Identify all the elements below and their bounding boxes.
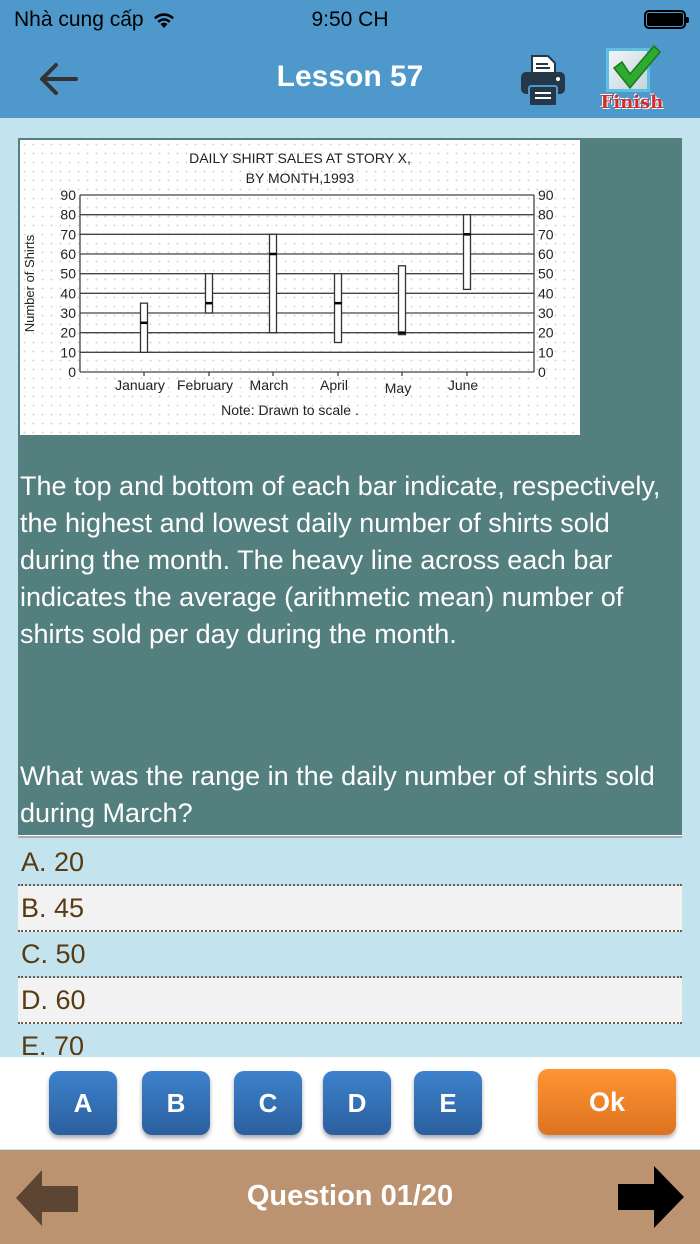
choose-d-button[interactable]: D (323, 1071, 391, 1135)
answer-option-b[interactable]: B. 45 (18, 886, 682, 932)
answer-option-d[interactable]: D. 60 (18, 978, 682, 1024)
question-panel (18, 138, 682, 835)
chart-plot (20, 140, 580, 435)
divider (18, 835, 682, 838)
battery-icon (644, 10, 686, 29)
choose-b-button[interactable]: B (142, 1071, 210, 1135)
carrier-label: Nhà cung cấp (14, 8, 144, 31)
choose-e-button[interactable]: E (414, 1071, 482, 1135)
svg-text:20: 20 (60, 324, 76, 341)
svg-text:70: 70 (538, 226, 554, 243)
nav-bar (0, 40, 700, 118)
chart-note: Note: Drawn to scale . (221, 402, 359, 418)
svg-text:90: 90 (538, 187, 554, 203)
svg-text:90: 90 (60, 187, 76, 203)
finish-button[interactable] (598, 44, 666, 116)
svg-text:April: April (319, 377, 349, 393)
answer-option-e[interactable]: E. 70 (18, 1024, 682, 1055)
svg-text:10: 10 (60, 344, 76, 361)
page-title: Lesson 57 (276, 60, 424, 93)
next-question-button[interactable] (614, 1164, 686, 1230)
svg-text:40: 40 (60, 285, 76, 302)
svg-text:80: 80 (60, 206, 76, 223)
svg-text:0: 0 (538, 364, 546, 380)
svg-text:70: 70 (60, 226, 76, 243)
chart (20, 140, 580, 435)
answer-option-c[interactable]: C. 50 (18, 932, 682, 978)
ok-button[interactable]: Ok (538, 1069, 676, 1135)
svg-text:March: March (249, 377, 289, 393)
answer-list (18, 840, 682, 1055)
print-button[interactable] (515, 52, 571, 108)
clock: 9:50 CH (311, 8, 389, 31)
previous-question-button[interactable] (14, 1168, 82, 1228)
svg-text:June: June (447, 377, 479, 393)
svg-text:Number of Shirts: Number of Shirts (22, 234, 37, 333)
svg-text:50: 50 (60, 265, 76, 282)
svg-text:30: 30 (60, 305, 76, 321)
svg-text:February: February (176, 377, 234, 393)
answer-button-bar (0, 1057, 700, 1149)
back-button[interactable] (30, 56, 86, 102)
chart-title-line2: BY MONTH,1993 (245, 170, 355, 186)
question-text: What was the range in the daily number of shirts sold during March? (20, 761, 655, 828)
footer-bar (0, 1150, 700, 1244)
carrier (14, 8, 176, 32)
finish-label: Finish (600, 92, 664, 113)
svg-text:30: 30 (538, 305, 554, 321)
wifi-icon (152, 11, 176, 29)
svg-text:40: 40 (538, 285, 554, 302)
passage-text: The top and bottom of each bar indicate, respectively, the highest and lowest daily number of shirts sold during the month. The heavy line across each bar indicates the average (arithmetic mean) number of shirts sold per day during the month. (20, 471, 661, 649)
svg-text:60: 60 (538, 246, 554, 262)
top-bar (0, 0, 700, 118)
chart-title-line1: DAILY SHIRT SALES AT STORY X, (189, 150, 411, 166)
svg-text:0: 0 (68, 364, 76, 380)
answer-option-a[interactable]: A. 20 (18, 840, 682, 886)
arrow-left-icon (14, 1168, 82, 1228)
status-bar (0, 0, 700, 40)
choose-a-button[interactable]: A (49, 1071, 117, 1135)
arrow-left-icon (38, 62, 78, 96)
svg-text:80: 80 (538, 206, 554, 223)
printer-icon (515, 52, 571, 108)
svg-text:January: January (115, 377, 165, 393)
checkmark-icon (608, 44, 664, 94)
svg-text:May: May (384, 380, 412, 396)
question-counter: Question 01/20 (246, 1180, 454, 1212)
svg-text:20: 20 (538, 324, 554, 341)
svg-text:10: 10 (538, 344, 554, 361)
arrow-right-icon (614, 1164, 686, 1230)
svg-text:50: 50 (538, 265, 554, 282)
svg-text:60: 60 (60, 246, 76, 262)
choose-c-button[interactable]: C (234, 1071, 302, 1135)
